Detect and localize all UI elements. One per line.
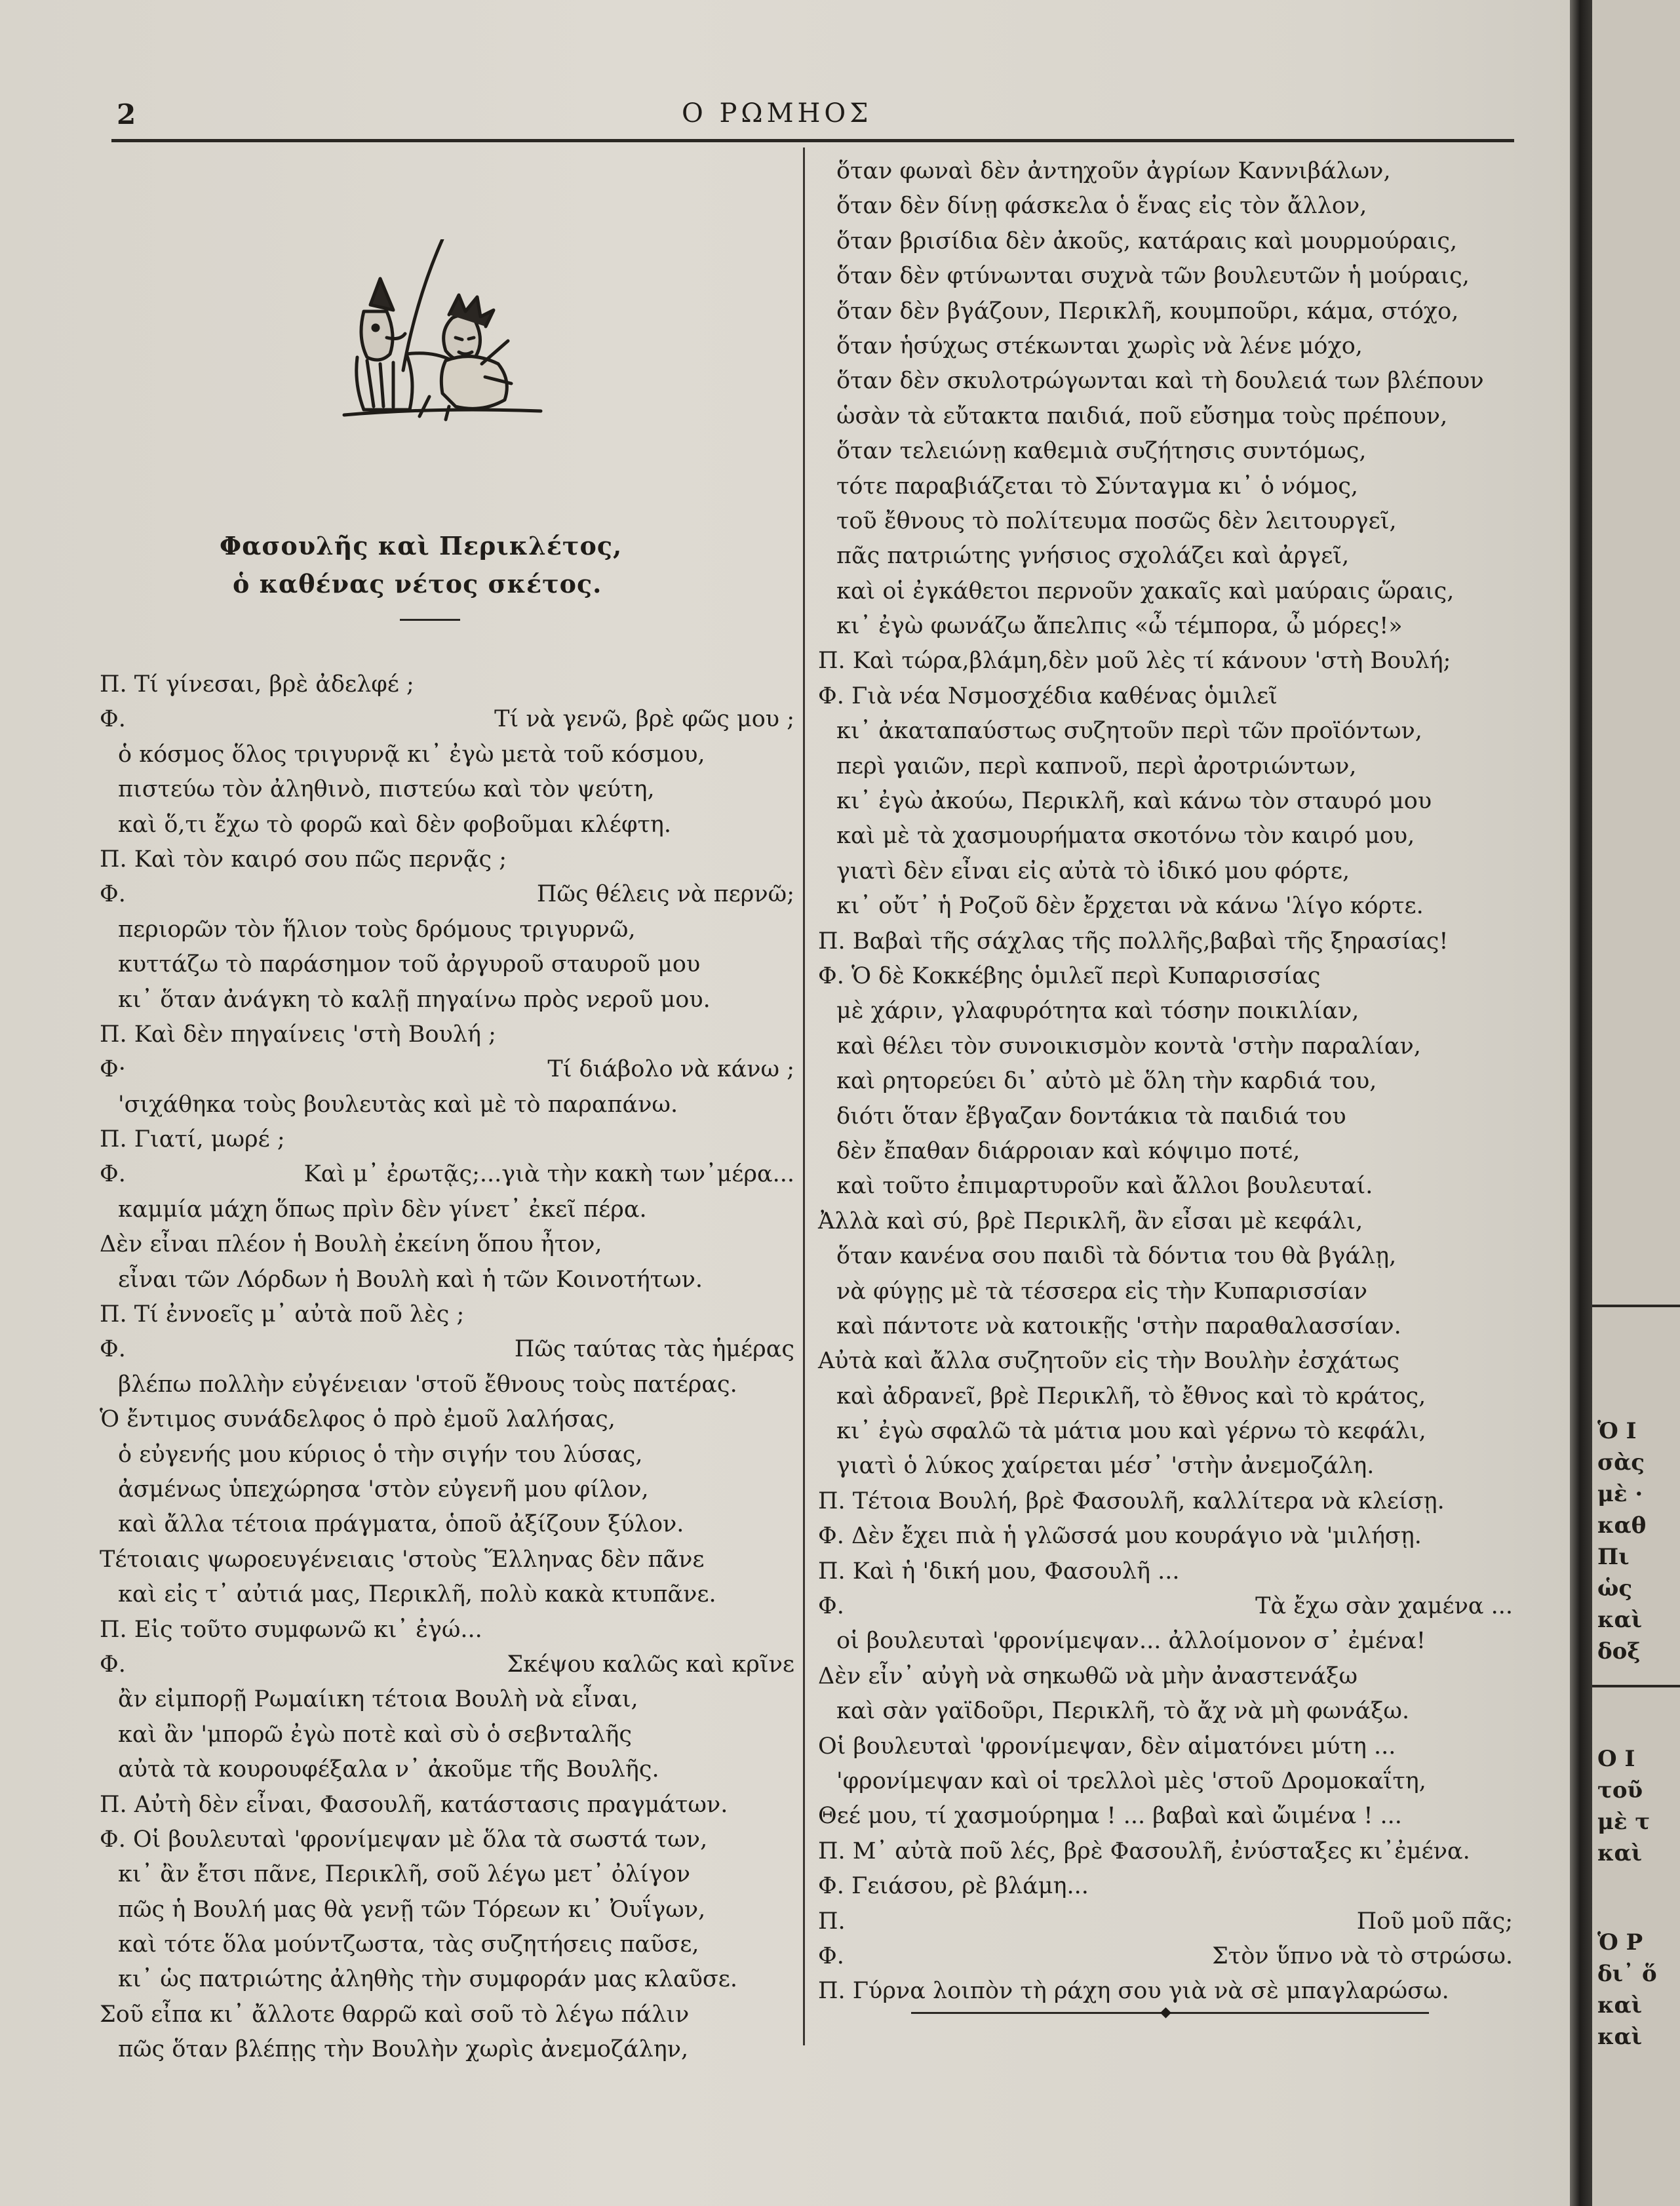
line-text: κι᾽ οὔτ᾽ ἡ Ροζοῦ δὲν ἔρχεται νὰ κάνω 'λίγο κόρτε. [836,893,1424,920]
dialogue-line [818,609,1513,644]
line-text: ὅταν δὲν φτύνωνται συχνὰ τῶν βουλευτῶν ἡ μούραις, [836,263,1470,290]
adjacent-page-edge [1592,0,1680,2206]
dialogue-line [818,1379,1513,1414]
adjacent-page-fragment: καὶ [1597,1992,1643,2019]
line-text: Φ. Οἱ βουλευταὶ 'φρονίμεψαν μὲ ὅλα τὰ σωστά των, [100,1826,708,1853]
binding-gutter [1570,0,1592,2206]
adjacent-page-fragment: καὶ [1597,2024,1643,2050]
dialogue-line [818,1659,1513,1694]
adjacent-page-fragment: ὡς [1597,1575,1633,1602]
dialogue-line [818,1169,1513,1204]
dialogue-line [818,1449,1513,1484]
line-text: Π. Βαβαὶ τῆς σάχλας τῆς πολλῆς,βαβαὶ τῆς ξηρασίας! [818,928,1449,955]
line-text: ὅταν φωναὶ δὲν ἀντηχοῦν ἀγρίων Καννιβάλων, [836,158,1391,184]
line-text: Π. Τέτοια Βουλή, βρὲ Φασουλῆ, καλλίτερα νὰ κλείσῃ. [818,1487,1445,1514]
dialogue-line [818,1239,1513,1274]
dialogue-line [100,1332,794,1367]
line-text: οἱ βουλευταὶ 'φρονίμεψαν... ἀλλοίμονον σ᾽ ἐμένα! [836,1628,1426,1655]
line-text: Π. Καὶ τώρα,βλάμη,δὲν μοῦ λὲς τί κάνουν 'στὴ Βουλή; [818,648,1451,675]
speaker-label: Φ. [818,1942,844,1969]
line-text: ὅταν κανένα σου παιδὶ τὰ δόντια του θὰ βγάλῃ, [836,1243,1397,1270]
speaker-label: Φ· [100,1056,126,1083]
line-text: 'φρονίμεψαν καὶ οἱ τρελλοὶ μὲς 'στοῦ Δρομοκαΐτη, [836,1767,1426,1794]
adjacent-page-fragment: μὲ · [1597,1481,1643,1507]
dialogue-line [818,1589,1513,1624]
adjacent-page-rule [1592,1305,1680,1307]
dialogue-line [100,842,794,877]
line-text: καὶ ἄλλα τέτοια πράγματα, ὁποῦ ἀξίζουν ξύλον. [118,1511,684,1538]
line-text: καὶ ὅ,τι ἔχω τὸ φορῶ καὶ δὲν φοβοῦμαι κλέφτη. [118,811,671,838]
dialogue-line [818,1624,1513,1659]
dialogue-line [100,1543,794,1577]
dialogue-line [818,504,1513,539]
adjacent-page-fragment: καὶ [1597,1840,1643,1866]
dialogue-line [100,808,794,842]
line-text: διότι ὅταν ἔβγαζαν δοντάκια τὰ παιδιά του [836,1103,1346,1130]
line-text: καὶ ρητορεύει δι᾽ αὐτὸ μὲ ὅλη τὴν καρδιά του, [836,1068,1377,1095]
adjacent-page-fragment: δι᾽ ὅ [1597,1961,1657,1987]
line-text: Τί νὰ γενῶ, βρὲ φῶς μου ; [494,706,794,733]
dialogue-line [100,1438,794,1472]
line-text: πῶς ἡ Βουλή μας θὰ γενῇ τῶν Τόρεων κι᾽ Ὀυΐγων, [118,1896,706,1923]
line-text: εἶναι τῶν Λόρδων ἡ Βουλὴ καὶ ἡ τῶν Κοινοτήτων. [118,1266,703,1293]
speaker-label: Φ. [100,881,126,908]
end-ornament-icon: ◆ [1160,2004,1171,2020]
dialogue-line [818,399,1513,434]
dialogue-line [818,1869,1513,1904]
line-text: αὐτὰ τὰ κουρουφέξαλα ν᾽ ἀκοῦμε τῆς Βουλῆς. [118,1756,659,1783]
line-text: καὶ μὲ τὰ χασμουρήματα σκοτόνω τὸν καιρό μου, [836,823,1415,850]
adjacent-page-fragment: Ὁ Ρ [1597,1929,1643,1956]
dialogue-line [100,1368,794,1402]
masthead: Ο ΡΩΜΗΟΣ [682,98,872,128]
dialogue-line [818,1939,1513,1974]
dialogue-line [818,1029,1513,1064]
dialogue-line [818,819,1513,854]
line-text: καὶ θέλει τὸν συνοικισμὸν κοντὰ 'στὴν παραλίαν, [836,1033,1421,1059]
article-title-line-2: ὁ καθένας νέτος σκέτος. [233,569,602,599]
dialogue-line [818,329,1513,364]
adjacent-page-fragment: Πι [1597,1544,1630,1570]
dialogue-line [100,983,794,1017]
page-number: 2 [117,98,136,130]
line-text: Π. Γύρνα λοιπὸν τὴ ράχη σου γιὰ νὰ σὲ μπαγλαρώσω. [818,1978,1449,2005]
line-text: γιατὶ ὁ λύκος χαίρεται μέσ᾽ 'στὴν ἀνεμοζάλη. [836,1453,1375,1480]
dialogue-line [100,1017,794,1052]
dialogue-line [818,1694,1513,1729]
dialogue-line [100,1857,794,1892]
adjacent-page-fragment: Ὁ Ι [1597,1418,1637,1444]
line-text: δὲν ἔπαθαν διάρροιαν καὶ κόψιμο ποτέ, [836,1137,1300,1164]
line-text: Πῶς ταύτας τὰς ἡμέρας [514,1336,794,1363]
adjacent-page-fragment: τοῦ [1597,1777,1643,1803]
line-text: πᾶς πατριώτης γνήσιος σχολάζει καὶ ἀργεῖ, [836,543,1350,570]
dialogue-line [100,1893,794,1927]
dialogue-line [818,1764,1513,1799]
dialogue-line [818,1099,1513,1134]
dialogue-line [818,714,1513,749]
dialogue-line [818,1414,1513,1449]
speaker-label: Φ. [818,1593,844,1620]
line-text: μὲ χάριν, γλαφυρότητα καὶ τόσην ποικιλίαν, [836,998,1359,1025]
dialogue-line [818,259,1513,294]
dialogue-line [818,1344,1513,1379]
dialogue-line [100,1822,794,1857]
line-text: κι᾽ ἐγὼ φωνάζω ἄπελπις «ὦ τέμπορα, ὦ μόρες!» [836,613,1403,640]
title-rule [400,619,460,621]
dialogue-line [100,1998,794,2032]
dialogue-line [818,539,1513,574]
line-text: καμμία μάχη ὅπως πρὶν δὲν γίνετ᾽ ἐκεῖ πέρα. [118,1196,647,1223]
line-text: καὶ τοῦτο ἐπιμαρτυροῦν καὶ ἄλλοι βουλευταί. [836,1173,1373,1200]
adjacent-page-fragment: μὲ τ [1597,1809,1651,1835]
line-text: καὶ οἱ ἐγκάθετοι περνοῦν χακαῖς καὶ μαύραις ὥραις, [836,578,1455,604]
dialogue-line [100,1297,794,1332]
dialogue-line [818,1799,1513,1834]
line-text: ὅταν ἡσύχως στέκωνται χωρὶς νὰ λένε μόχο, [836,332,1363,359]
dialogue-line [818,1274,1513,1309]
line-text: Φ. Γειάσου, ρὲ βλάμη... [818,1873,1089,1900]
line-text: Οἱ βουλευταὶ 'φρονίμεψαν, δὲν αἱματόνει μύτη ... [818,1733,1396,1760]
line-text: τότε παραβιάζεται τὸ Σύνταγμα κι᾽ ὁ νόμος, [836,473,1359,500]
dialogue-column-right [818,154,1513,2009]
dialogue-line [100,913,794,947]
line-text: 'σιχάθηκα τοὺς βουλευτὰς καὶ μὲ τὸ παραπάνω. [118,1091,678,1118]
dialogue-line [818,679,1513,714]
line-text: κι᾽ ὅταν ἀνάγκη τὸ καλῇ πηγαίνω πρὸς νεροῦ μου. [118,986,711,1013]
dialogue-line [100,2032,794,2067]
line-text: Θεέ μου, τί χασμούρημα ! ... βαβαὶ καὶ ὤιμένα ! ... [818,1803,1402,1830]
speaker-label: Φ. [100,1161,126,1188]
dialogue-line [818,644,1513,679]
dialogue-line [100,1927,794,1962]
line-text: Π. Καὶ ἡ 'δική μου, Φασουλῆ ... [818,1558,1180,1585]
line-text: Ἀλλὰ καὶ σύ, βρὲ Περικλῆ, ἂν εἶσαι μὲ κεφάλι, [818,1208,1363,1234]
dialogue-line [818,924,1513,959]
adjacent-page-fragment: Ο Ι [1597,1746,1635,1772]
dialogue-line [100,1962,794,1997]
dialogue-line [818,1729,1513,1764]
dialogue-line [100,1088,794,1122]
line-text: τοῦ ἔθνους τὸ πολίτευμα ποσῶς δὲν λειτουργεῖ, [836,507,1397,534]
dialogue-line [100,1122,794,1157]
speaker-label: Φ. [100,706,126,733]
dialogue-line [100,1718,794,1752]
line-text: ἂν εἰμπορῇ Ρωμαίικη τέτοια Βουλὴ νὰ εἶναι, [118,1686,638,1713]
speaker-label: Φ. [100,1336,126,1363]
line-text: Π. Καὶ τὸν καιρό σου πῶς περνᾷς ; [100,846,507,873]
dialogue-line [818,1204,1513,1239]
dialogue-line [100,1192,794,1227]
line-text: κι᾽ ἐγὼ ἀκούω, Περικλῆ, καὶ κάνω τὸν σταυρό μου [836,788,1432,815]
line-text: βλέπω πολλὴν εὐγένειαν 'στοῦ ἔθνους τοὺς πατέρας. [118,1371,737,1398]
line-text: Π. Τί ἐννοεῖς μ᾽ αὐτὰ ποῦ λὲς ; [100,1301,465,1328]
dialogue-line [100,1507,794,1542]
dialogue-line [818,574,1513,609]
line-text: Φ. Δὲν ἔχει πιὰ ἡ γλῶσσά μου κουράγιο νὰ 'μιλήσῃ. [818,1523,1422,1550]
line-text: ὡσὰν τὰ εὔτακτα παιδιά, ποῦ εὔσημα τοὺς πρέπουν, [836,403,1448,429]
dialogue-line [100,1613,794,1647]
dialogue-line [818,994,1513,1029]
dialogue-line [100,1788,794,1822]
dialogue-line [818,224,1513,259]
line-text: καὶ ἂν 'μπορῶ ἐγὼ ποτὲ καὶ σὺ ὁ σεβνταλῆς [118,1721,632,1748]
line-text: Π. Εἰς τοῦτο συμφωνῶ κι᾽ ἐγώ... [100,1616,482,1643]
dialogue-line [818,784,1513,819]
line-text: ὅταν βρισίδια δὲν ἀκοῦς, κατάραις καὶ μουρμούραις, [836,227,1458,254]
dialogue-line [818,959,1513,994]
line-text: Π. Μ᾽ αὐτὰ ποῦ λές, βρὲ Φασουλῆ, ἐνύσταξες κι᾽ἐμένα. [818,1838,1470,1864]
line-text: κι᾽ ἀκαταπαύστως συζητοῦν περὶ τῶν προϊόντων, [836,718,1422,745]
line-text: Ποῦ μοῦ πᾶς; [1356,1908,1513,1935]
line-text: ὅταν δὲν βγάζουν, Περικλῆ, κουμποῦρι, κάμα, στόχο, [836,298,1459,325]
article-title-line-1: Φασουλῆς καὶ Περικλέτος, [220,531,623,561]
line-text: ὁ κόσμος ὅλος τριγυρνᾷ κι᾽ ἐγὼ μετὰ τοῦ κόσμου, [118,741,705,768]
dialogue-line [818,1554,1513,1589]
adjacent-page-fragment: καθ [1597,1512,1647,1539]
line-text: Ὁ ἔντιμος συνάδελφος ὁ πρὸ ἐμοῦ λαλήσας, [100,1406,615,1433]
line-text: Αὐτὰ καὶ ἄλλα συζητοῦν εἰς τὴν Βουλὴν ἐσχάτως [818,1348,1399,1375]
dialogue-line [100,702,794,737]
dialogue-line [100,1577,794,1612]
dialogue-line [818,1834,1513,1869]
dialogue-line [818,854,1513,889]
adjacent-page-fragment: σὰς [1597,1449,1645,1476]
line-text: καὶ ἀδρανεῖ, βρὲ Περικλῆ, τὸ ἔθνος καὶ τὸ κράτος, [836,1383,1426,1409]
line-text: ὁ εὐγενής μου κύριος ὁ τὴν σιγήν του λύσας, [118,1441,643,1468]
line-text: καὶ εἰς τ᾽ αὐτιά μας, Περικλῆ, πολὺ κακὰ κτυπᾶνε. [118,1581,716,1608]
adjacent-page-rule [1592,1685,1680,1687]
line-text: περὶ γαιῶν, περὶ καπνοῦ, περὶ ἀροτριώντων, [836,753,1357,779]
dialogue-column-left [100,667,794,2068]
line-text: Φ. Γιὰ νέα Νσμοσχέδια καθένας ὁμιλεῖ [818,682,1278,709]
line-text: καὶ σὰν γαϊδοῦρι, Περικλῆ, τὸ ἄχ νὰ μὴ φωνάξω. [836,1698,1410,1725]
line-text: κι᾽ ἐγὼ σφαλῶ τὰ μάτια μου καὶ γέρνω τὸ κεφάλι, [836,1418,1426,1445]
dialogue-line [818,364,1513,399]
dialogue-line [818,1519,1513,1554]
line-text: περιορῶν τὸν ἥλιον τοὺς δρόμους τριγυρνῶ, [118,916,636,943]
caricature-figures-icon [331,239,547,429]
line-text: πῶς ὅταν βλέπῃς τὴν Βουλὴν χωρὶς ἀνεμοζάλην, [118,2036,689,2063]
dialogue-line [100,772,794,807]
line-text: Π. Αὐτὴ δὲν εἶναι, Φασουλῆ, κατάστασις πραγμάτων. [100,1791,728,1818]
adjacent-page-fragment: καὶ [1597,1607,1643,1633]
line-text: Φ. Ὁ δὲ Κοκκέβης ὁμιλεῖ περὶ Κυπαρισσίας [818,962,1321,989]
line-text: κι᾽ ὡς πατριώτης ἀληθὴς τὴν συμφοράν μας κλαῦσε. [118,1966,738,1993]
line-text: Καὶ μ᾽ ἐρωτᾷς;...γιὰ τὴν κακὴ των᾽μέρα... [303,1161,794,1188]
line-text: κι᾽ ἂν ἔτσι πᾶνε, Περικλῆ, σοῦ λέγω μετ᾽ ὀλίγον [118,1861,691,1888]
dialogue-line [818,434,1513,469]
dialogue-line [100,667,794,702]
dialogue-line [818,469,1513,504]
dialogue-line [818,749,1513,784]
line-text: νὰ φύγῃς μὲ τὰ τέσσερα εἰς τὴν Κυπαρισσίαν [836,1278,1368,1305]
line-text: ὅταν δὲν δίνῃ φάσκελα ὁ ἕνας εἰς τὸν ἄλλον, [836,193,1367,220]
dialogue-line [100,1752,794,1787]
dialogue-line [818,154,1513,189]
dialogue-line [818,1134,1513,1169]
dialogue-line [100,1472,794,1507]
line-text: Π. Καὶ δὲν πηγαίνεις 'στὴ Βουλή ; [100,1021,496,1048]
dialogue-line [818,889,1513,924]
dialogue-line [100,1402,794,1437]
line-text: γιατὶ δὲν εἶναι εἰς αὐτὰ τὸ ἰδικό μου φόρτε, [836,857,1350,884]
dialogue-line [818,189,1513,224]
line-text: Δὲν εἶναι πλέον ἡ Βουλὴ ἐκείνη ὅπου ἦτον, [100,1231,602,1258]
line-text: πιστεύω τὸν ἀληθινὸ, πιστεύω καὶ τὸν ψεύτη, [118,776,655,803]
dialogue-line [100,1227,794,1262]
line-text: Π. Γιατί, μωρέ ; [100,1126,285,1153]
line-text: Τέτοιαις ψωροευγένειαις 'στοὺς Ἕλληνας δὲν πᾶνε [100,1546,705,1573]
dialogue-line [100,947,794,982]
line-text: ἀσμένως ὑπεχώρησα 'στὸν εὐγενῆ μου φίλον, [118,1476,649,1503]
dialogue-line [100,738,794,772]
line-text: Π. Τί γίνεσαι, βρὲ ἀδελφέ ; [100,671,414,698]
speaker-label: Φ. [100,1651,126,1678]
adjacent-page-fragment: δοξ [1597,1638,1641,1664]
header-rule [111,139,1514,142]
line-text: Πῶς θέλεις νὰ περνῶ; [536,881,794,908]
dialogue-line [818,1484,1513,1519]
line-text: Τὰ ἔχω σὰν χαμένα ... [1255,1593,1513,1620]
line-text: Σκέψου καλῶς καὶ κρῖνε [507,1651,794,1678]
line-text: Δὲν εἶν᾽ αὐγὴ νὰ σηκωθῶ νὰ μὴν ἀναστενάξω [818,1663,1358,1689]
dialogue-line [100,1052,794,1087]
line-text: Τί διάβολο νὰ κάνω ; [547,1056,794,1083]
dialogue-line [100,1682,794,1717]
line-text: Σοῦ εἶπα κι᾽ ἄλλοτε θαρρῶ καὶ σοῦ τὸ λέγω πάλιν [100,2001,690,2028]
dialogue-line [818,1064,1513,1099]
dialogue-line [100,1647,794,1682]
column-divider [803,148,805,2045]
dialogue-line [818,1904,1513,1939]
line-text: κυττάζω τὸ παράσημον τοῦ ἀργυροῦ σταυροῦ μου [118,951,701,978]
line-text: ὅταν δὲν σκυλοτρώγωνται καὶ τὴ δουλειά των βλέπουν [836,368,1484,395]
line-text: ὅταν τελειώνῃ καθεμιὰ συζήτησις συντόμως, [836,438,1367,465]
dialogue-line [818,1309,1513,1344]
speaker-label: Π. [818,1908,846,1935]
dialogue-line [818,294,1513,329]
line-text: καὶ τότε ὅλα μούντζωστα, τὰς συζητήσεις παῦσε, [118,1931,699,1958]
dialogue-line [100,877,794,912]
dialogue-line [100,1157,794,1192]
dialogue-line [100,1263,794,1297]
line-text: Στὸν ὕπνο νὰ τὸ στρώσω. [1212,1942,1513,1969]
line-text: καὶ πάντοτε νὰ κατοικῇς 'στὴν παραθαλασσίαν. [836,1312,1401,1339]
